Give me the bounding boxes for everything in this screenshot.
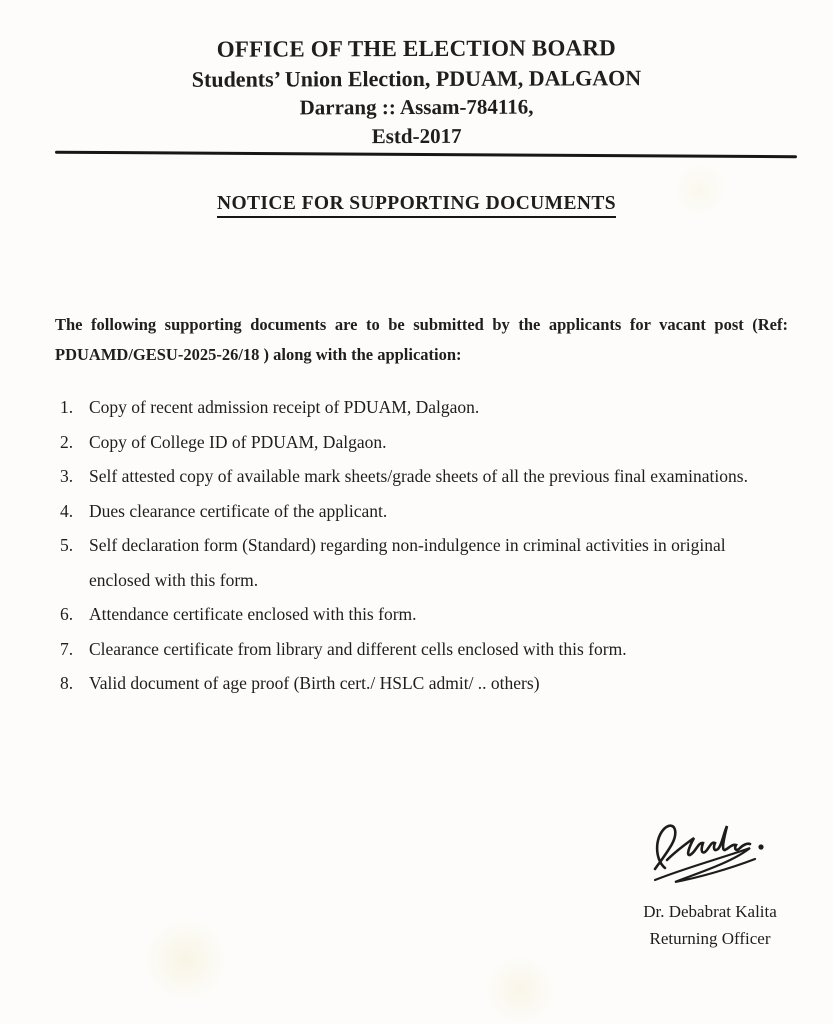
list-item (60, 425, 760, 460)
intro-paragraph: The following supporting documents are to be submitted by the applicants for vacant post (Ref: PDUAMD/GESU-2025-26/18 ) along with the application: (55, 315, 788, 364)
list-item (60, 494, 760, 529)
address-line: Darrang :: Assam-784116, (299, 94, 534, 120)
item-text: Valid document of age proof (Birth cert./ HSLC admit/ .. others) (89, 673, 540, 693)
item-text: Self attested copy of available mark sheets/grade sheets of all the previous final examinations. (89, 466, 748, 486)
list-item (60, 390, 760, 425)
handwritten-signature-image (638, 816, 778, 896)
signatory-block (620, 898, 800, 952)
item-text: Dues clearance certificate of the applicant. (89, 500, 388, 521)
item-text: Attendance certificate enclosed with this form. (89, 604, 417, 624)
item-number: 4. (60, 500, 74, 521)
item-number: 5. (60, 535, 74, 555)
header-divider-rule (55, 151, 797, 159)
list-item (60, 632, 760, 667)
item-number: 2. (60, 431, 74, 452)
item-text: Clearance certificate from library and different cells enclosed with this form. (89, 638, 627, 659)
list-item (60, 528, 760, 597)
item-text: Self declaration form (Standard) regarding non-indulgence in criminal activities in original enclosed with this form. (89, 535, 726, 590)
list-item (60, 459, 760, 494)
item-number: 6. (60, 604, 74, 624)
established-year: Estd-2017 (371, 123, 462, 149)
item-number: 8. (60, 673, 74, 693)
item-text: Copy of College ID of PDUAM, Dalgaon. (89, 431, 387, 452)
item-number: 7. (60, 638, 74, 659)
item-number: 3. (60, 466, 74, 486)
item-number: 1. (60, 397, 74, 417)
letterhead (0, 33, 833, 152)
item-text: Copy of recent admission receipt of PDUAM, Dalgaon. (89, 397, 480, 417)
signatory-name: Dr. Debabrat Kalita (643, 902, 777, 921)
office-name: OFFICE OF THE ELECTION BOARD (216, 35, 616, 62)
list-item (60, 597, 760, 632)
signatory-title: Returning Officer (649, 929, 771, 948)
organization-name: Students’ Union Election, PDUAM, DALGAON (191, 65, 642, 92)
document-list (60, 390, 760, 701)
notice-title: NOTICE FOR SUPPORTING DOCUMENTS (0, 193, 833, 215)
list-item (60, 666, 760, 701)
